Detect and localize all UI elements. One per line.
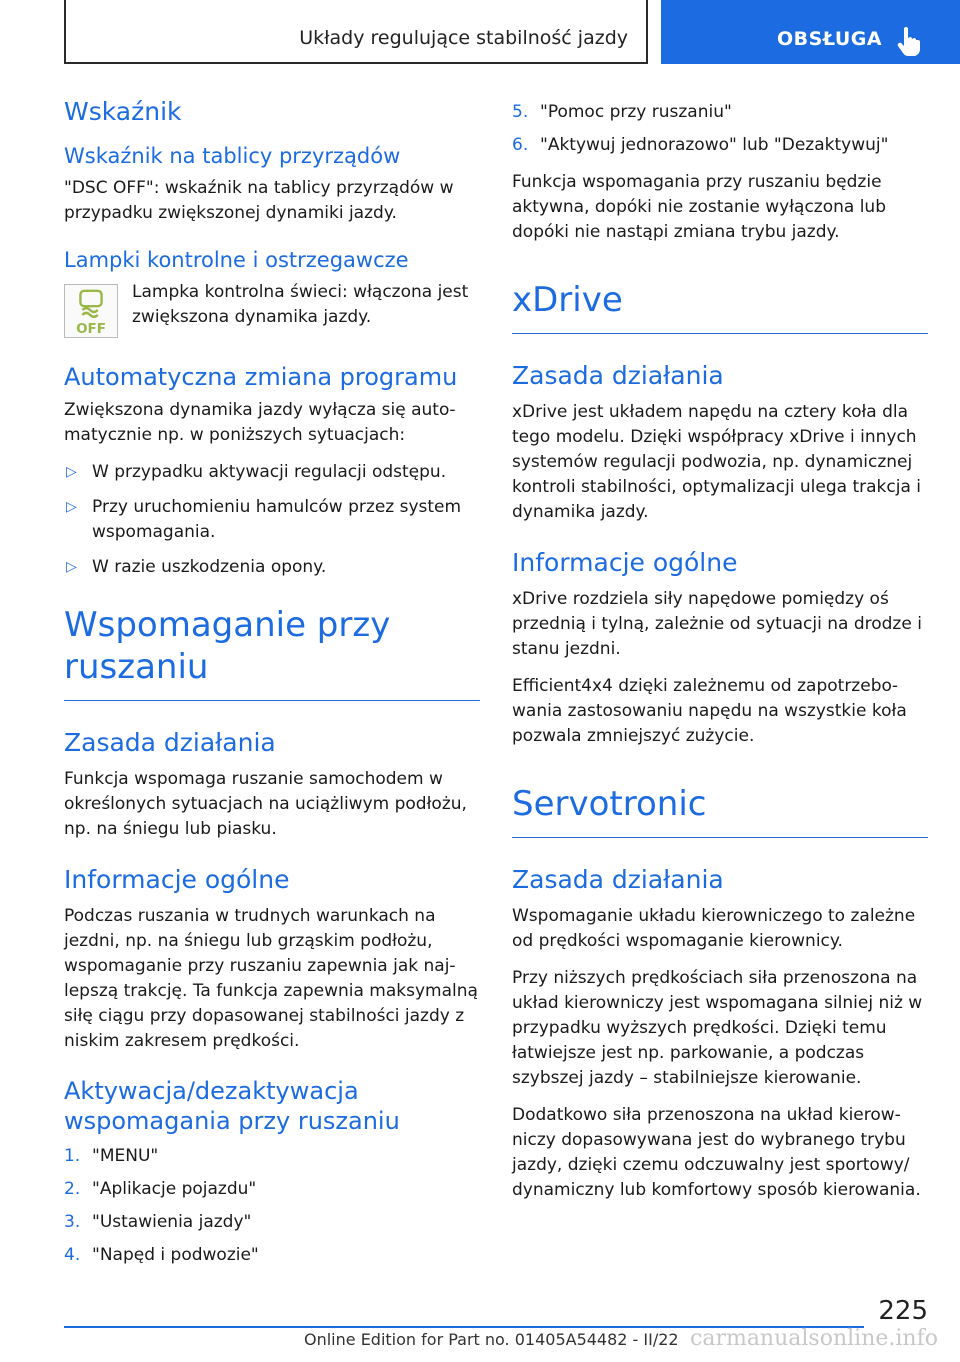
section-title: Układy regulujące stabilność jazdy: [299, 27, 628, 49]
paragraph-dsc-off: "DSC OFF": wskaźnik na tablicy przyrządów w przypadku zwiększonej dynamiki jazdy.: [64, 178, 454, 223]
paragraph-automatyczna: Zwiększona dynamika jazdy wyłącza się automatycznie np. w poniższych sytuacjach:: [64, 400, 456, 445]
dsc-off-warning-icon: [64, 284, 118, 338]
list-item: ▷ W przypadku aktywacji regulacji odstępu.: [64, 460, 480, 485]
steps-list: [64, 1144, 480, 1268]
heading-zasada-xdrive: Zasada działania: [512, 361, 724, 390]
watermark: carmanualsonline.info: [690, 1326, 938, 1351]
heading-wskaznik: Wskaźnik: [64, 97, 182, 126]
svg-text:OFF: OFF: [76, 321, 106, 338]
right-column: [512, 100, 928, 1215]
indicator-row: [64, 280, 480, 340]
heading-informacje: Informacje ogólne: [64, 865, 290, 894]
heading-servotronic: Servotronic: [512, 783, 928, 838]
heading-informacje-xdrive: Informacje ogólne: [512, 548, 738, 577]
heading-zasada: Zasada działania: [64, 728, 276, 757]
paragraph-servo-2: Przy niższych prędkościach siła przenoszona na układ kierowniczy jest wspomagana silniej niż w przypadku wyższych prędkości. Dzięki temu łatwiejsze jest np. parkowanie, a podczas szybszej jazdy – stabilniejsze kierowanie.: [512, 968, 923, 1088]
edition-text: Online Edition for Part no. 01405A54482 - II/22: [304, 1330, 679, 1349]
bullet-list: [64, 460, 480, 580]
paragraph-zasada-xdrive: xDrive jest układem napędu na cztery koła dla tego modelu. Dzięki współpracy xDrive i innych systemów regulacji podwozia, np. dynamicznej kontroli stabilności, optymalizacji ulega trakcja i dynamika jazdy.: [512, 402, 922, 522]
list-item: ▷ W razie uszkodzenia opony.: [64, 555, 480, 580]
steps-list-continued: [512, 100, 928, 158]
paragraph-informacje-xdrive-1: xDrive rozdziela siły napędowe pomiędzy oś przednią i tylną, zależnie od sytuacji na drodze i stanu jezdni.: [512, 589, 922, 659]
heading-zasada-servo: Zasada działania: [512, 865, 724, 894]
list-item: 5. "Pomoc przy ruszaniu": [512, 102, 732, 122]
heading-wspomaganie: Wspomaganie przy ruszaniu: [64, 604, 480, 701]
page-number: 225: [878, 1296, 928, 1326]
left-column: [64, 96, 480, 1280]
paragraph-zasada: Funkcja wspomaga ruszanie samochodem w określonych sytuacjach na uciążliwym podłożu, np. na śniegu lub piasku.: [64, 769, 467, 839]
paragraph-informacje-xdrive-2: Efficient4x4 dzięki zależnemu od zapotrzebowania zastosowaniu napędu na wszystkie koła pozwala zmniejszyć zużycie.: [512, 676, 907, 746]
chapter-tab[interactable]: [661, 0, 960, 64]
heading-xdrive: xDrive: [512, 279, 928, 334]
list-item: 4. "Napęd i podwozie": [64, 1245, 259, 1265]
paragraph-after-steps: Funkcja wspomagania przy ruszaniu będzie aktywna, dopóki nie zostanie wyłączona lub dopóki nie nastąpi zmiana trybu jazdy.: [512, 172, 886, 242]
paragraph-servo-3: Dodatkowo siła przenoszona na układ kierowniczy dopasowywana jest do wybranego trybu jazdy, dzięki czemu odczuwalny jest sportowy/ dynamiczny lub komfortowy sposób kierowania.: [512, 1105, 921, 1200]
paragraph-servo-1: Wspomaganie układu kierowniczego to zależne od prędkości wspomaganie kierownicy.: [512, 906, 916, 951]
list-item: 3. "Ustawienia jazdy": [64, 1212, 252, 1232]
heading-automatyczna: Automatyczna zmiana programu: [64, 363, 458, 391]
list-item: 1. "MENU": [64, 1146, 159, 1166]
chapter-tab-label: OBSŁUGA: [777, 28, 883, 50]
paragraph-lampka: Lampka kontrolna świeci: włączona jest zwiększona dynamika jazdy.: [132, 282, 469, 327]
list-item: ▷ Przy uruchomieniu hamulców przez system wspomagania.: [66, 497, 462, 542]
heading-wskaznik-tablica: Wskaźnik na tablicy przyrządów: [64, 144, 401, 168]
heading-aktywacja: Aktywacja/dezaktywacja wspomagania przy ruszaniu: [64, 1077, 400, 1135]
triangle-bullet-icon: ▷: [66, 499, 77, 515]
list-item: 2. "Aplikacje pojazdu": [64, 1179, 257, 1199]
hand-pointer-icon: [895, 26, 921, 56]
header-section-box: [64, 0, 648, 64]
paragraph-informacje: Podczas ruszania w trudnych warunkach na jezdni, np. na śniegu lub grząskim podłożu, wspomaganie przy ruszaniu zapewnia jak najlepszą trakcję. Ta funkcja zapewnia maksymalną siłę ciągu przy dopasowanej stabilności jazdy z niskim zakresem prędkości.: [64, 906, 478, 1051]
list-item: 6. "Aktywuj jednorazowo" lub "Dezaktywuj": [512, 135, 889, 155]
triangle-bullet-icon: ▷: [66, 559, 77, 575]
heading-lampki: Lampki kontrolne i ostrzegawcze: [64, 248, 409, 272]
triangle-bullet-icon: ▷: [66, 464, 77, 480]
